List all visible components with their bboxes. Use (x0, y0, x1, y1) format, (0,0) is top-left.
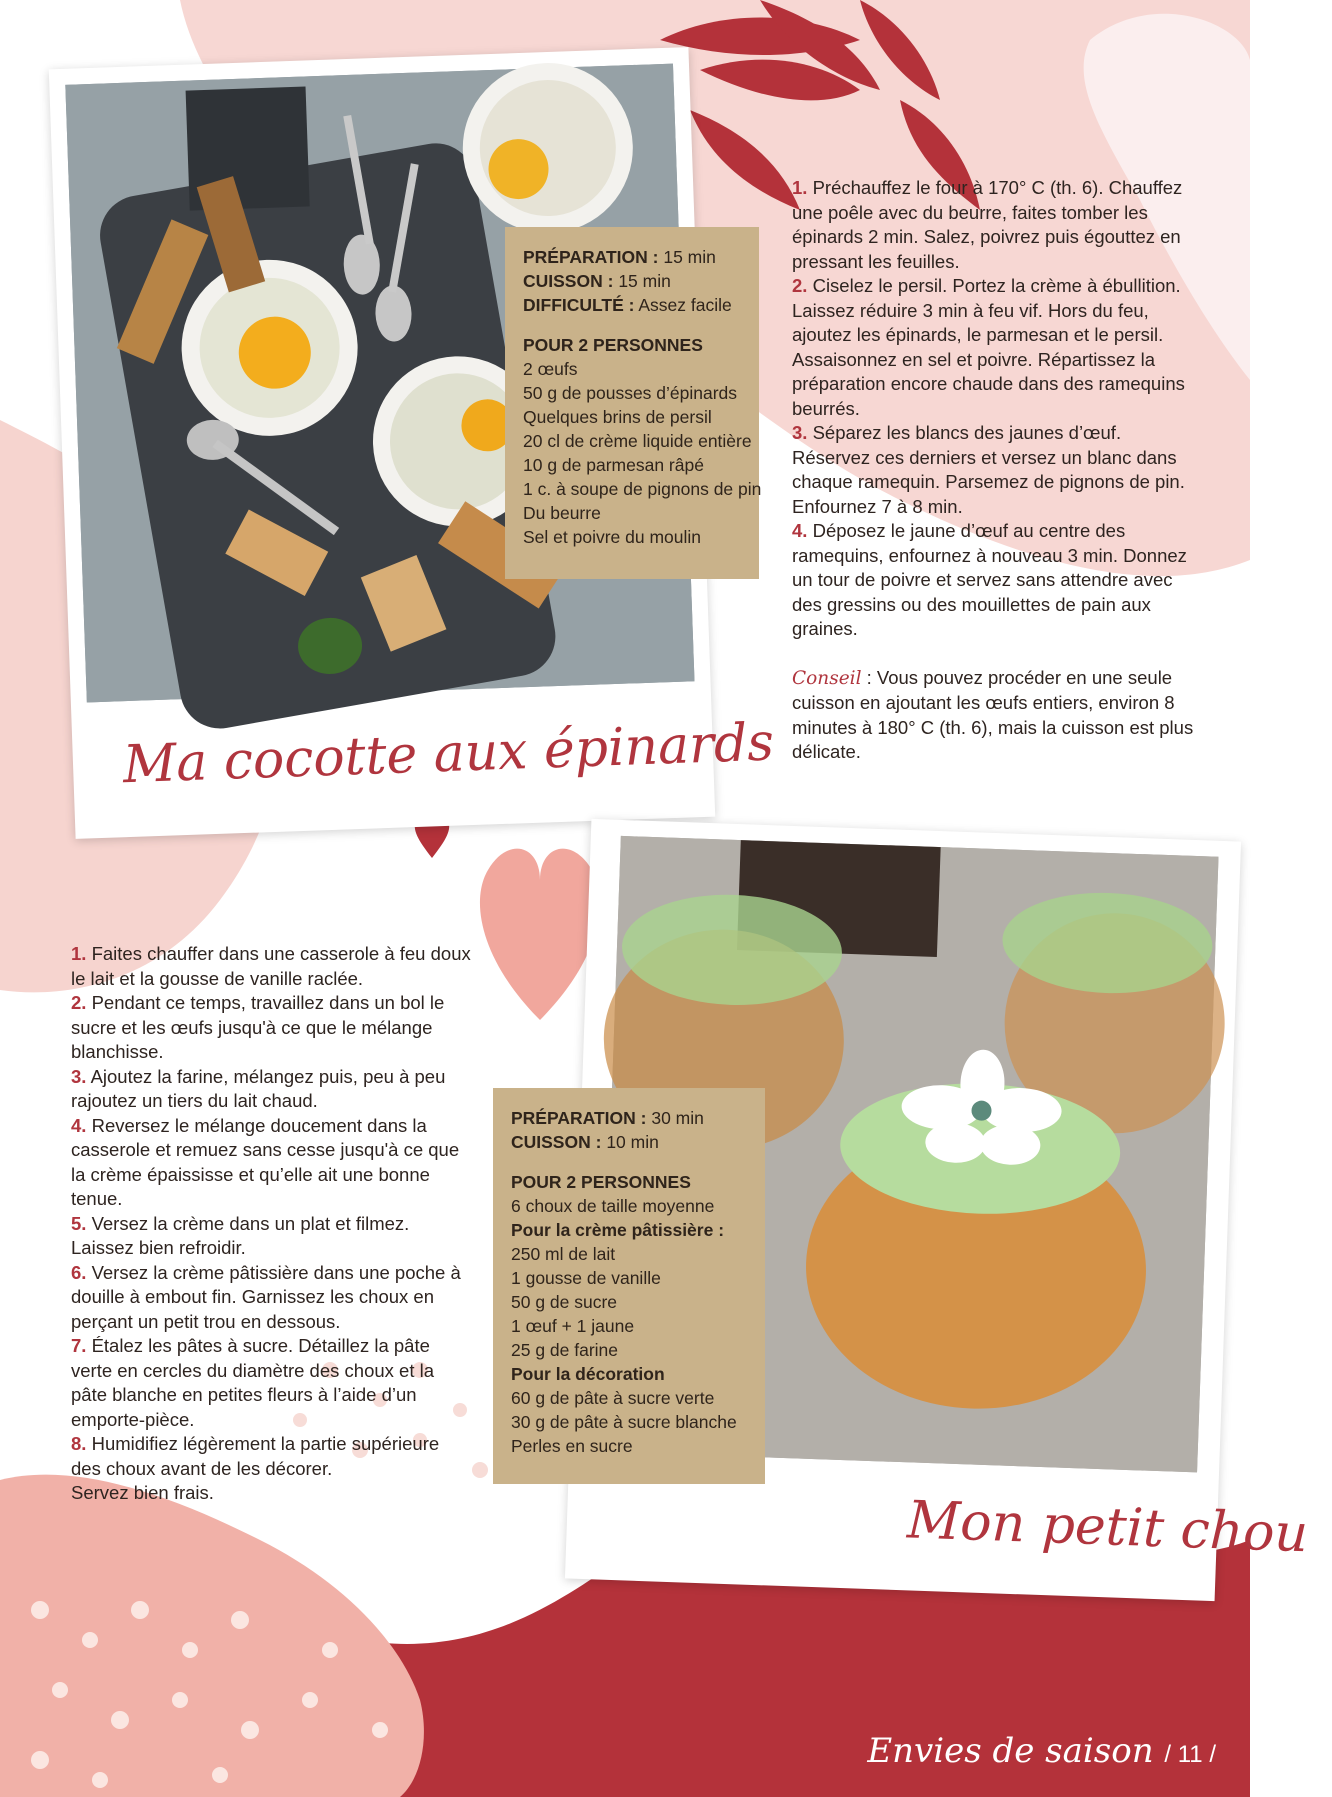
recipe1-info-box (505, 227, 762, 579)
ingredient: 60 g de pâte à sucre verte (511, 1388, 715, 1408)
ingredient: 250 ml de lait (511, 1244, 616, 1264)
subheading: Pour la décoration (511, 1364, 665, 1384)
recipe2-steps (71, 942, 471, 1506)
ingredient: 1 c. à soupe de pignons de pin (523, 479, 762, 499)
ingredient: 50 g de sucre (511, 1292, 618, 1312)
recipe1-steps (792, 176, 1202, 765)
step: 7. Étalez les pâtes à sucre. Détaillez la pâte verte en cercles du diamètre des choux et la pâte blanche en petites fleurs à l’aide d’un emporte-pièce. (71, 1335, 434, 1430)
cook-time: CUISSON : 10 min (511, 1132, 659, 1152)
recipe1-title: Ma cocotte aux épinards (122, 712, 775, 796)
step: 2. Pendant ce temps, travaillez dans un bol le sucre et les œufs jusqu'à ce que le mélange blanchisse. (71, 992, 445, 1062)
step: 3. Ajoutez la farine, mélangez puis, peu à peu rajoutez un tiers du lait chaud. (71, 1065, 446, 1111)
ingredient: 2 œufs (523, 359, 578, 379)
page-footer (867, 1731, 1216, 1771)
step: 6. Versez la crème pâtissière dans une poche à douille à embout fin. Garnissez les choux en perçant un petit trou en dessous. (71, 1261, 461, 1332)
tip-label: Conseil (792, 667, 862, 689)
ingredient: Quelques brins de persil (523, 407, 712, 427)
recipe2-info-box (493, 1088, 765, 1484)
ingredient: 50 g de pousses d’épinards (523, 383, 738, 403)
closing-line: Servez bien frais. (71, 1482, 214, 1503)
difficulty: DIFFICULTÉ : Assez facile (523, 295, 732, 315)
ingredient: 1 gousse de vanille (511, 1268, 661, 1288)
ingredient: Sel et poivre du moulin (523, 527, 702, 547)
pink-dotted-blob (0, 1475, 424, 1797)
ingredient: 10 g de parmesan râpé (523, 455, 704, 475)
ingredient: Du beurre (523, 503, 601, 523)
page-number: / 11 / (1164, 1741, 1216, 1768)
servings: POUR 2 PERSONNES (511, 1172, 691, 1192)
tip: Conseil : Vous pouvez procéder en une seule cuisson en ajoutant les œufs entiers, environ 8 minutes à 180° C (th. 6), mais la cuisson est plus délicate. (792, 666, 1194, 762)
recipe2-title: Mon petit chou (906, 1490, 1309, 1565)
step: 1. Faites chauffer dans une casserole à feu doux le lait et la gousse de vanille raclée. (71, 943, 471, 989)
prep-time: PRÉPARATION : 15 min (523, 247, 716, 267)
step: 4. Déposez le jaune d’œuf au centre des ramequins, enfournez à nouveau 3 min. Donnez un tour de poivre et servez sans attendre avec des gressins ou des mouillettes de pain aux graines. (792, 520, 1187, 639)
ingredient: 6 choux de taille moyenne (511, 1196, 715, 1216)
step: 5. Versez la crème dans un plat et filmez. Laissez bien refroidir. (71, 1212, 410, 1258)
cook-time: CUISSON : 15 min (523, 271, 671, 291)
subheading: Pour la crème pâtissière : (511, 1220, 725, 1240)
ingredient: 25 g de farine (511, 1340, 619, 1360)
prep-time: PRÉPARATION : 30 min (511, 1108, 704, 1128)
section-name: Envies de saison (867, 1731, 1154, 1771)
ingredient: Perles en sucre (511, 1436, 633, 1456)
step: 2. Ciselez le persil. Portez la crème à ébullition. Laissez réduire 3 min à feu vif. Hors du feu, ajoutez les épinards, le parmesan et le persil. Assaisonnez en sel et poivre. Répartissez la préparation encore chaude dans des ramequins beurrés. (792, 275, 1185, 419)
ingredient: 1 œuf + 1 jaune (511, 1316, 635, 1336)
step: 1. Préchauffez le four à 170° C (th. 6). Chauffez une poêle avec du beurre, faites tomber les épinards 2 min. Salez, poivrez puis égouttez en pressant les feuilles. (792, 177, 1183, 272)
step: 3. Séparez les blancs des jaunes d’œuf. Réservez ces derniers et versez un blanc dans chaque ramequin. Parsemez de pignons de pin. Enfournez 7 à 8 min. (792, 422, 1185, 517)
ingredient: 30 g de pâte à sucre blanche (511, 1412, 737, 1432)
ingredient: 20 cl de crème liquide entière (523, 431, 752, 451)
servings: POUR 2 PERSONNES (523, 335, 703, 355)
step: 8. Humidifiez légèrement la partie supérieure des choux avant de les décorer. (71, 1433, 440, 1479)
step: 4. Reversez le mélange doucement dans la casserole et remuez sans cesse jusqu'à ce que la crème épaississe et qu’elle ait une bonne tenue. (71, 1114, 460, 1209)
heart-large-icon (480, 849, 600, 1020)
